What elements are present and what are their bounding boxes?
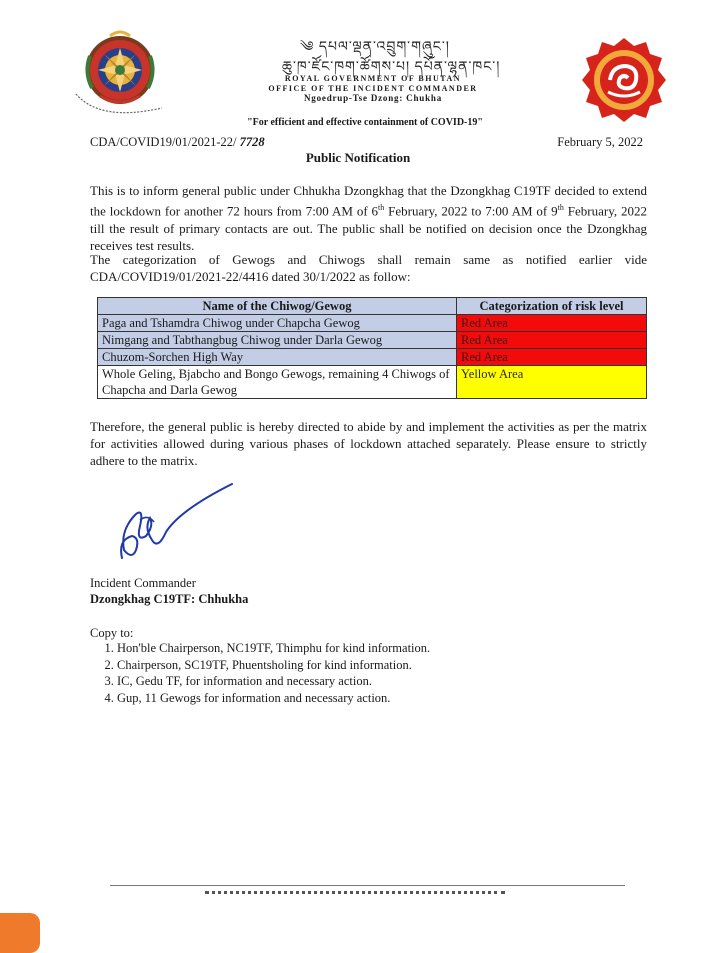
- royal-government-emblem-icon: [70, 22, 170, 122]
- dzongkha-title-line-1: ༄ དཔལ་ལྡན་འབྲུག་གཞུང་།: [300, 40, 450, 55]
- table-row: [98, 315, 647, 332]
- table-row: [98, 349, 647, 366]
- table-row: [98, 332, 647, 349]
- table-cell-area-name: Chuzom-Sorchen High Way: [98, 349, 457, 366]
- table-header-row: [98, 298, 647, 315]
- page-title: Public Notification: [305, 150, 411, 165]
- dzongkha-title-line-2: ཆུ་ཁ་ཛོང་ཁག་ཚོགས་པ། དཔོན་ལྷན་ཁང་།: [282, 60, 501, 75]
- handwritten-signature-icon: [110, 480, 250, 575]
- table-cell-risk-level: Red Area: [457, 349, 647, 366]
- notice-date: February 5, 2022: [557, 135, 643, 149]
- dzongkhag-covid-taskforce-logo-icon: [580, 36, 668, 124]
- notice-paragraph-categorization: The categorization of Gewogs and Chiwogs shall remain same as notified earlier vide CDA/COVID19/01/2021-22/4416 dated 30/1/2022 as follow:: [90, 252, 647, 285]
- paragraph1-part3: February, 2022 till the result of primary contacts are out. The public shall be notified on decision once the Dzongkhag receives test results.: [90, 203, 647, 253]
- ordinal-suffix: th: [557, 203, 564, 213]
- column-header-risk-level: Categorization of risk level: [457, 298, 647, 315]
- paragraph1-part2: February, 2022 to 7:00 AM of 9: [384, 203, 558, 219]
- risk-categorization-table: [97, 297, 647, 399]
- signatory-role: Incident Commander: [90, 576, 196, 590]
- list-item: 1. Hon'ble Chairperson, NC19TF, Thimphu for kind information.: [117, 640, 430, 657]
- table-cell-risk-level: Yellow Area: [457, 366, 647, 399]
- notice-paragraph-lockdown: [90, 182, 647, 254]
- floating-action-button[interactable]: [0, 913, 40, 953]
- signoff-block: [90, 575, 248, 607]
- slogan: "For efficient and effective containment of COVID-19": [247, 117, 483, 128]
- footer-cropped-text: [205, 891, 505, 895]
- copy-to-list: [93, 640, 430, 706]
- table-cell-area-name: Paga and Tshamdra Chiwog under Chapcha Gewog: [98, 315, 457, 332]
- office-location: Ngoedrup-Tse Dzong: Chukha: [304, 93, 442, 103]
- ordinal-suffix: th: [378, 203, 385, 213]
- table-row: [98, 366, 647, 399]
- table-cell-risk-level: Red Area: [457, 315, 647, 332]
- reference-serial: 7728: [239, 135, 265, 149]
- column-header-name: Name of the Chiwog/Gewog: [98, 298, 457, 315]
- reference-number: [90, 135, 265, 150]
- table-cell-area-name: Whole Geling, Bjabcho and Bongo Gewogs, remaining 4 Chiwogs of Chapcha and Darla Gewog: [98, 366, 457, 399]
- list-item: 4. Gup, 11 Gewogs for information and necessary action.: [117, 690, 430, 707]
- table-cell-area-name: Nimgang and Tabthangbug Chiwog under Darla Gewog: [98, 332, 457, 349]
- copy-to-label: Copy to:: [90, 626, 134, 640]
- paragraph1-part1: This is to inform general public under Chhukha Dzongkhag that the Dzongkhag C19TF decided to extend the lockdown for another 72 hours from 7:00 AM of 6: [90, 183, 647, 219]
- office-name: OFFICE OF THE INCIDENT COMMANDER: [268, 84, 478, 93]
- reference-prefix: CDA/COVID19/01/2021-22/: [90, 135, 240, 149]
- government-name: ROYAL GOVERNMENT OF BHUTAN: [284, 74, 462, 83]
- list-item: 2. Chairperson, SC19TF, Phuentsholing for kind information.: [117, 657, 430, 674]
- signatory-body: Dzongkhag C19TF: Chhukha: [90, 592, 249, 606]
- list-item: 3. IC, Gedu TF, for information and necessary action.: [117, 673, 430, 690]
- footer-divider: [110, 885, 625, 886]
- notice-paragraph-directive: Therefore, the general public is hereby directed to abide by and implement the activities as per the matrix for activities allowed during various phases of lockdown attached separately. Please ensure to strictly adhere to the matrix.: [90, 419, 647, 469]
- table-cell-risk-level: Red Area: [457, 332, 647, 349]
